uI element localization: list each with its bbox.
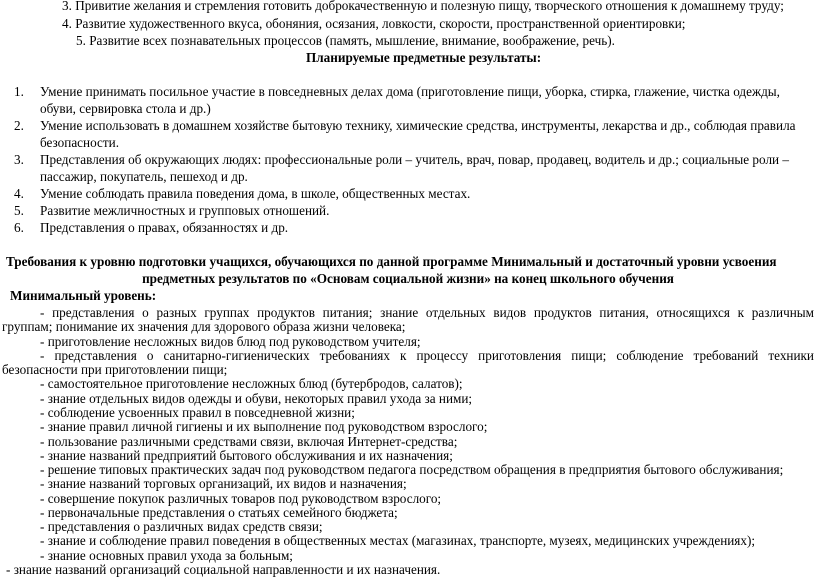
list-item: - представления о различных видах средств связи; <box>40 519 323 534</box>
list-number: 1. <box>14 84 24 99</box>
list-number: 2. <box>14 118 24 133</box>
list-number: 5. <box>14 203 24 218</box>
list-item: - знание названий предприятий бытового обслуживания и их назначения; <box>40 448 453 463</box>
list-item: - знание правил личной гигиены и их выполнение под руководством взрослого; <box>40 419 488 434</box>
list-item: группам; понимание их значения для здорового образа жизни человека; <box>2 319 406 334</box>
list-item: безопасности при приготовлении пищи; <box>2 362 228 377</box>
list-item-line: пассажир, покупатель, пешеход и др. <box>40 169 248 184</box>
intro-item-5: 5. Развитие всех познавательных процессов (память, мышление, внимание, воображение, речь). <box>76 33 615 48</box>
list-item: - пользование различными средствами связи, включая Интернет-средства; <box>40 434 458 449</box>
list-number: 3. <box>14 152 24 167</box>
list-item: - соблюдение усвоенных правил в повседневной жизни; <box>40 405 355 420</box>
list-item: - знание названий организаций социальной направленности и их назначения. <box>6 562 441 577</box>
list-item-line: Представления об окружающих людях: профессиональные роли – учитель, врач, повар, продавец, водитель и др.; социальные роли – <box>40 152 789 167</box>
planned-results-heading: Планируемые предметные результаты: <box>306 50 542 65</box>
list-item: - знание и соблюдение правил поведения в общественных местах (магазинах, транспорте, музеях, медицинских учреждениях); <box>40 533 756 548</box>
list-item: - совершение покупок различных товаров под руководством взрослого; <box>40 491 442 506</box>
intro-item-4: 4. Развитие художественного вкуса, обоняния, осязания, ловкости, скорости, пространственной ориентировки; <box>62 16 686 31</box>
list-item-line: Представления о правах, обязанностях и др. <box>40 220 289 235</box>
list-item: - знание основных правил ухода за больным; <box>40 548 293 563</box>
list-item-line: Умение использовать в домашнем хозяйстве бытовую технику, химические средства, инструменты, лекарства и др., соблюдая правила <box>40 118 796 133</box>
list-number: 6. <box>14 220 24 235</box>
list-item-line: Умение принимать посильное участие в повседневных делах дома (приготовление пищи, уборка, стирка, глажение, чистка одежды, <box>40 84 780 99</box>
list-item: - представления о санитарно-гигиенических требованиях к процессу приготовления пищи; соблюдение требований техники <box>40 348 814 363</box>
list-item-line: обуви, сервировка стола и др.) <box>40 101 211 116</box>
list-item: - знание названий торговых организаций, их видов и назначения; <box>40 476 407 491</box>
list-item-line: безопасности. <box>40 135 119 150</box>
list-number: 4. <box>14 186 24 201</box>
intro-item-3: 3. Привитие желания и стремления готовить доброкачественную и полезную пищу, творческого отношения к домашнему труду; <box>62 0 784 13</box>
list-item: - решение типовых практических задач под руководством педагога посредством обращения в предприятия бытового обслуживания; <box>40 462 784 477</box>
list-item: - представления о разных группах продуктов питания; знание отдельных видов продуктов питания, относящихся к различным <box>40 305 814 320</box>
requirements-heading-line-2: предметных результатов по «Основам социальной жизни» на конец школьного обучения <box>142 271 674 286</box>
requirements-heading-line-1: Требования к уровню подготовки учащихся, обучающихся по данной программе Минимальный и достаточный уровни усвоения <box>6 254 777 269</box>
list-item: - первоначальные представления о статьях семейного бюджета; <box>40 505 398 520</box>
list-item-line: Умение соблюдать правила поведения дома, в школе, общественных местах. <box>40 186 471 201</box>
list-item: - знание отдельных видов одежды и обуви, некоторых правил ухода за ними; <box>40 391 473 406</box>
list-item: - самостоятельное приготовление несложных блюд (бутербродов, салатов); <box>40 376 463 391</box>
list-item-line: Развитие межличностных и групповых отношений. <box>40 203 330 218</box>
list-item: - приготовление несложных видов блюд под руководством учителя; <box>40 334 421 349</box>
minimal-level-heading: Минимальный уровень: <box>10 288 157 303</box>
